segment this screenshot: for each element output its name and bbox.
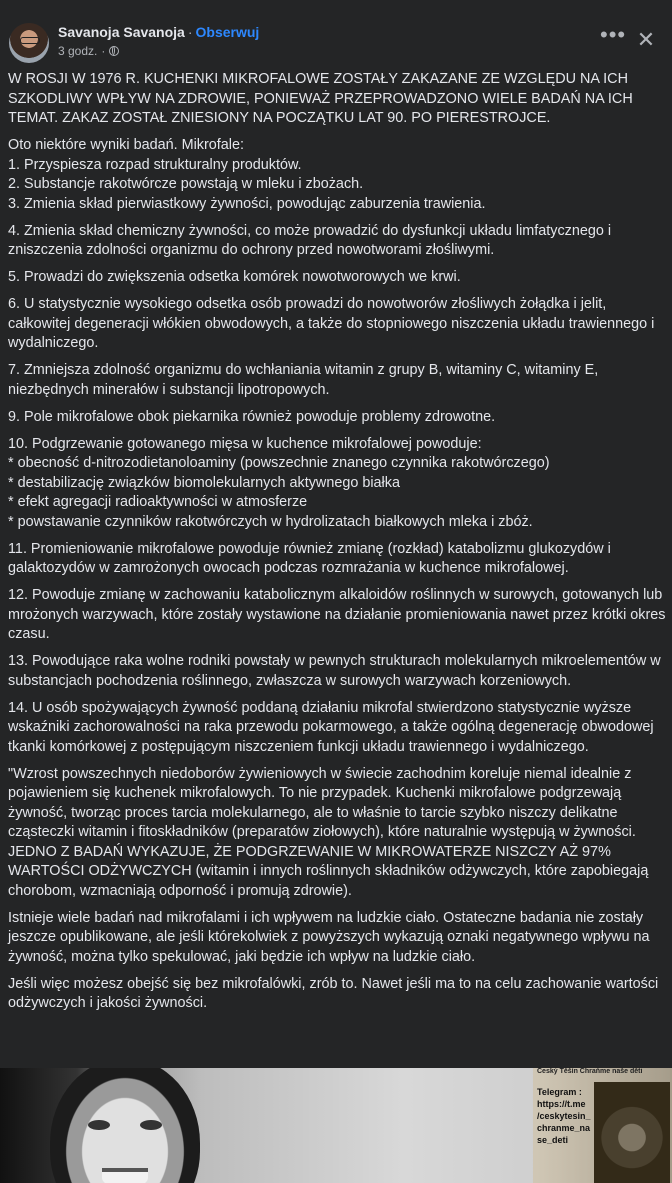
close-button[interactable]: [634, 28, 658, 52]
list-item-10-b: * destabilizację związków biomolekularnych aktywnego białka: [8, 474, 400, 491]
post-meta: [58, 44, 119, 58]
author-name[interactable]: Savanoja Savanoja: [58, 24, 185, 40]
author-avatar[interactable]: [9, 23, 49, 63]
list-item-14: 14. U osób spożywających żywność poddaną działaniu mikrofal stwierdzono statystycznie wyższe wskaźniki zachorowalności na raka przewodu pokarmowego, a także ogólną degenerację obwodowej tkanki komórkowej z postępującym niszczeniem funkcji układu trawiennego i wydalniczego.: [8, 699, 654, 755]
telegram-link-2: /ceskytesin_: [537, 1111, 591, 1121]
studies-paragraph: Istnieje wiele badań nad mikrofalami i ich wpływem na ludzkie ciało. Ostateczne badania nie zostały jeszcze opublikowane, ale jeśli którekolwiek z powyższych wykazują oznaki negatywnego wpływu na żywność, można tylko spekulować, jaki będzie ich wpływ na ludzkie ciało.: [8, 909, 650, 965]
author-separator: ·: [187, 24, 193, 40]
list-item-13: 13. Powodujące raka wolne rodniki powstały w pewnych strukturach molekularnych mikroelementów w substancjach pochodzenia roślinnego, zwłaszcza w surowych warzywach korzeniowych.: [8, 653, 661, 689]
more-horizontal-icon: •••: [600, 22, 627, 47]
image-telegram-text: [537, 1086, 597, 1146]
close-icon: ✕: [636, 27, 656, 52]
list-item-5: 5. Prowadzi do zwiększenia odsetka komórek nowotworowych we krwi.: [8, 269, 461, 285]
list-item-10-a: * obecność d-nitrozodietanoloaminy (powszechnie znanego czynnika rakotwórczego): [8, 455, 550, 471]
image-banner-top: Český Těšín Chraňme naše děti: [537, 1068, 643, 1075]
list-item-3: 3. Zmienia skład pierwiastkowy żywności, powodując zaburzenia trawienia.: [8, 195, 486, 212]
quote-paragraph: "Wzrost powszechnych niedoborów żywieniowych w świecie zachodnim koreluje niemal idealnie z pojawieniem się kuchenek mikrofalowych. To nie przypadek. Kuchenki mikrofalowe podgrzewają żywność, tworząc proces tarcia molekularnego, ale to właśnie to tarcie szybko niszczy delikatne cząsteczki witamin i fitoskładników (preparatów ziołowych), które naturalnie występują w żywności. JEDNO Z BADAŃ WYKAZUJE, ŻE PODGRZEWANIE W MIKROWATERZE NISZCZY AŻ 97% WARTOŚCI ODŻYWCZYCH (witamin i innych roślinnych składników odżywczych, które zapobiegają chorobom, wzmacniają odporność i promują zdrowie).: [8, 765, 649, 899]
intro-paragraph: W ROSJI W 1976 R. KUCHENKI MIKROFALOWE ZOSTAŁY ZAKAZANE ZE WZGLĘDU NA ICH SZKODLIWY WPŁYW NA ZDROWIE, PONIEWAŻ PRZEPROWADZONO WIELE BADAŃ NA ICH TEMAT. ZAKAZ ZOSTAŁ ZNIESIONY NA POCZĄTKU LAT 90. PO PIERESTROJCE.: [8, 71, 633, 126]
post-header: [0, 0, 672, 68]
telegram-link-3: chranme_na: [537, 1123, 591, 1133]
list-item-12: 12. Powoduje zmianę w zachowaniu katabolicznym alkaloidów roślinnych w surowych, gotowanych lub mrożonych warzywach, które zostały wystawione na działanie promieniowania nawet przez krótki okres czasu.: [8, 587, 666, 642]
list-item-1: 1. Przyspiesza rozpad strukturalny produktów.: [8, 156, 302, 173]
list-item-4: 4. Zmienia skład chemiczny żywności, co może prowadzić do dysfunkcji układu limfatycznego i zniszczenia zdolności organizmu do ochrony przed nowotworami złośliwymi.: [8, 222, 612, 258]
list-item-7: 7. Zmniejsza zdolność organizmu do wchłaniania witamin z grupy B, witaminy C, witaminy E, niezbędnych minerałów i substancji lipotropowych.: [8, 362, 599, 398]
list-item-6: 6. U statystycznie wysokiego odsetka osób prowadzi do nowotworów złośliwych żołądka i jelit, całkowitej degeneracji włókien obwodowych, a także do stopniowego niszczenia układu trawiennego i wydalniczego.: [8, 296, 655, 351]
list-item-9: 9. Pole mikrofalowe obok piekarnika również powoduje problemy zdrowotne.: [8, 408, 496, 425]
list-item-2: 2. Substancje rakotwórcze powstają w mleku i zbożach.: [8, 176, 364, 192]
globe-icon: [109, 46, 119, 56]
post-text: [8, 70, 666, 1021]
final-paragraph: Jeśli więc możesz obejść się bez mikrofalówki, zrób to. Nawet jeśli ma to na celu zachowanie wartości odżywczych i jakości żywności.: [8, 975, 659, 1011]
follow-button[interactable]: Obserwuj: [195, 24, 260, 40]
list-item-10-heading: 10. Podgrzewanie gotowanego mięsa w kuchence mikrofalowej powoduje:: [8, 435, 482, 452]
list-item-10-d: * powstawanie czynników rakotwórczych w hydrolizatach białkowych mleka i zbóż.: [8, 513, 533, 530]
more-options-button[interactable]: [600, 22, 627, 50]
post-time[interactable]: 3 godz.: [58, 44, 98, 58]
time-separator: ·: [101, 44, 106, 58]
author-line: [58, 24, 259, 40]
results-heading: Oto niektóre wyniki badań. Mikrofale:: [8, 137, 244, 153]
list-item-11: 11. Promieniowanie mikrofalowe powoduje również zmianę (rozkład) katabolizmu glukozydów i galaktozydów w zamrożonych owocach podczas rozmrażania w kuchence mikrofalowej.: [8, 540, 611, 576]
image-face: [50, 1068, 200, 1183]
telegram-link-1: https://t.me: [537, 1099, 586, 1109]
telegram-label: Telegram :: [537, 1087, 582, 1097]
telegram-link-4: se_deti: [537, 1135, 569, 1145]
list-item-10-c: * efekt agregacji radioaktywności w atmosferze: [8, 494, 308, 510]
